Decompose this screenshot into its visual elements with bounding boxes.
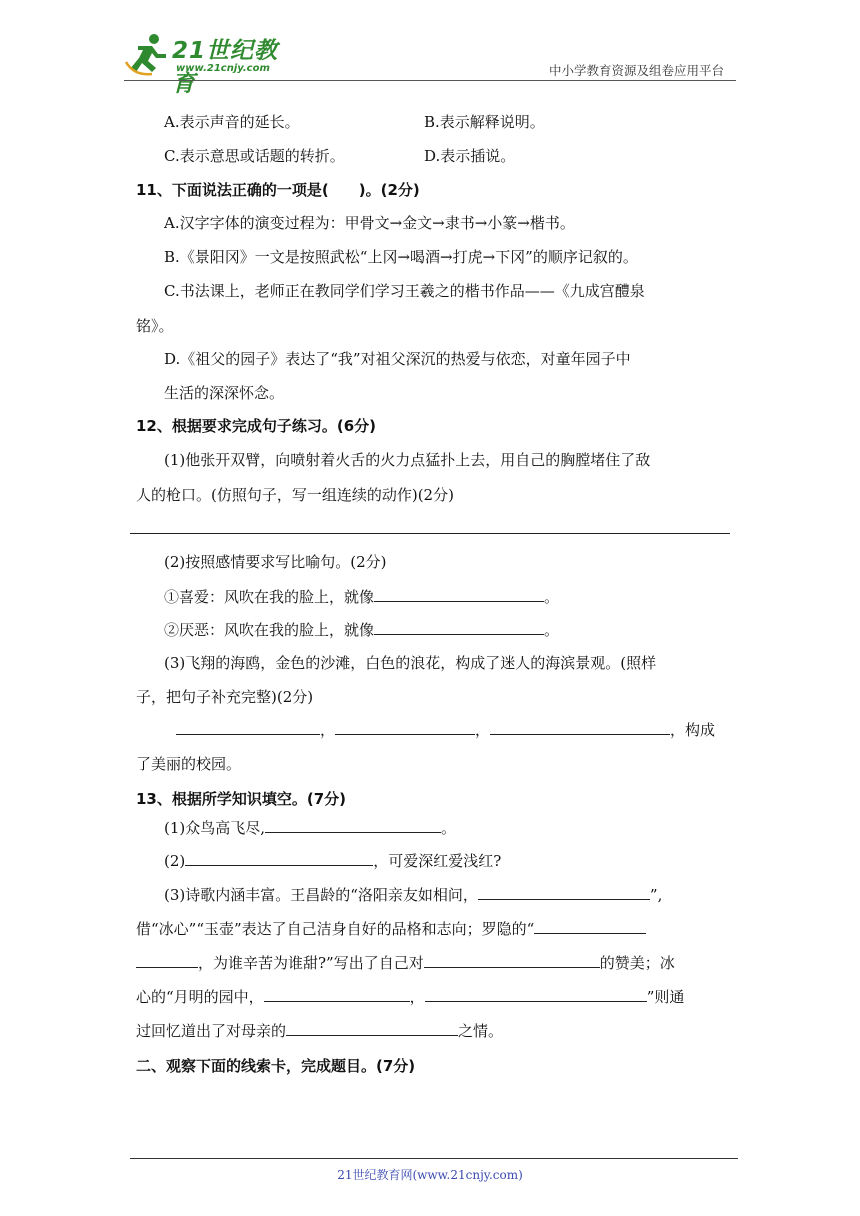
q12-part2-a-text: ①喜爱：风吹在我的脸上，就像	[164, 588, 375, 606]
answer-blank[interactable]	[185, 851, 373, 866]
q11-option-d-line1: D.《祖父的园子》表达了“我”对祖父深沉的热爱与依恋，对童年园子中	[164, 350, 631, 368]
answer-blank[interactable]	[425, 987, 647, 1002]
answer-blank[interactable]	[374, 587, 544, 602]
answer-blank[interactable]	[478, 885, 650, 900]
q13-line4	[136, 919, 646, 939]
q13-line7-post: 之情。	[458, 1022, 504, 1040]
q13-line3-post: ”,	[649, 886, 663, 904]
q10-option-b: B.表示解释说明。	[424, 113, 545, 131]
q12-part3-line4: 了美丽的校园。	[136, 755, 242, 773]
q11-stem: 11、下面说法正确的一项是( )。(2分)	[136, 181, 420, 199]
q12-part2-stem: (2)按照感情要求写比喻句。(2分)	[164, 553, 387, 571]
q12-part3-blanks	[176, 720, 715, 740]
answer-line-q12-part1[interactable]	[130, 533, 730, 534]
answer-blank[interactable]	[374, 620, 544, 635]
q12-part2-b	[164, 620, 559, 640]
logo-url: www.21cnjy.com	[176, 63, 270, 74]
q13-line5-mid: ，为谁辛苦为谁甜?”写出了自己对	[198, 954, 424, 972]
answer-blank[interactable]	[136, 953, 198, 968]
q13-line4-pre: 借“冰心”“玉壶”表达了自己洁身自好的品格和志向；罗隐的“	[136, 920, 535, 938]
q13-line2-pre: (2)	[164, 852, 186, 870]
comma-mark: ，	[475, 721, 491, 739]
q13-line1-text: (1)众鸟高飞尽,	[164, 819, 266, 837]
q13-line7-pre: 过回忆道出了对母亲的	[136, 1022, 287, 1040]
q11-option-b: B.《景阳冈》一文是按照武松“上冈→喝酒→打虎→下冈”的顺序记叙的。	[164, 248, 638, 266]
q11-option-a: A.汉字字体的演变过程为：甲骨文→金文→隶书→小篆→楷书。	[164, 214, 575, 232]
header-divider	[124, 80, 736, 81]
q12-part2-a	[164, 587, 559, 607]
answer-blank[interactable]	[286, 1021, 458, 1036]
q13-line5	[136, 953, 675, 973]
period-mark: 。	[544, 621, 560, 639]
q12-part2-b-text: ②厌恶：风吹在我的脸上，就像	[164, 621, 375, 639]
q13-line6	[136, 987, 684, 1007]
logo-title: 21世纪教育	[172, 38, 279, 97]
q12-part3-line2: 子，把句子补充完整)(2分)	[136, 688, 314, 706]
answer-blank[interactable]	[490, 720, 670, 735]
platform-label: 中小学教育资源及组卷应用平台	[548, 63, 724, 78]
answer-blank[interactable]	[534, 919, 646, 934]
q11-option-c-line2: 铭》。	[136, 317, 174, 335]
q13-line1	[164, 818, 456, 838]
period-mark: 。	[441, 819, 457, 837]
q12-part3-end: ，构成	[670, 721, 716, 739]
footer-divider	[130, 1158, 738, 1159]
q11-option-c-line1: C.书法课上，老师正在教同学们学习王羲之的楷书作品——《九成宫醴泉	[164, 282, 645, 300]
q12-stem: 12、根据要求完成句子练习。(6分)	[136, 417, 377, 435]
q13-line6-mid: ，	[409, 988, 425, 1006]
q10-option-d: D.表示插说。	[424, 147, 516, 165]
q12-part3-line1: (3)飞翔的海鸥，金色的沙滩，白色的浪花，构成了迷人的海滨景观。(照样	[164, 654, 657, 672]
answer-blank[interactable]	[335, 720, 475, 735]
period-mark: 。	[544, 588, 560, 606]
q13-stem: 13、根据所学知识填空。(7分)	[136, 790, 347, 808]
site-logo	[124, 28, 294, 97]
q13-line5-post: 的赞美；冰	[599, 954, 675, 972]
q10-option-c: C.表示意思或话题的转折。	[164, 147, 345, 165]
comma-mark: ，	[320, 721, 336, 739]
runner-logo-icon	[124, 32, 170, 76]
answer-blank[interactable]	[176, 720, 320, 735]
section2-heading: 二、观察下面的线索卡，完成题目。(7分)	[136, 1057, 416, 1075]
q13-line3	[164, 885, 662, 905]
q13-line6-pre: 心的“月明的园中，	[136, 988, 264, 1006]
q13-line2	[164, 851, 501, 871]
footer-link[interactable]: 21世纪教育网(www.21cnjy.com)	[337, 1168, 523, 1182]
q13-line2-post: ，可爱深红爱浅红?	[373, 852, 502, 870]
q12-part1-line2: 人的枪口。(仿照句子，写一组连续的动作)(2分)	[136, 486, 454, 504]
answer-blank[interactable]	[264, 987, 410, 1002]
page-header	[0, 0, 860, 97]
q11-option-d-line2: 生活的深深怀念。	[164, 384, 285, 402]
q13-line6-post: ”则通	[646, 988, 685, 1006]
q13-line7	[136, 1021, 503, 1041]
answer-blank[interactable]	[424, 953, 600, 968]
q13-line3-pre: (3)诗歌内涵丰富。王昌龄的“洛阳亲友如相问，	[164, 886, 478, 904]
q12-part1-line1: (1)他张开双臂，向喷射着火舌的火力点猛扑上去，用自己的胸膛堵住了敌	[164, 451, 651, 469]
q10-option-a: A.表示声音的延长。	[164, 113, 300, 131]
answer-blank[interactable]	[265, 818, 441, 833]
